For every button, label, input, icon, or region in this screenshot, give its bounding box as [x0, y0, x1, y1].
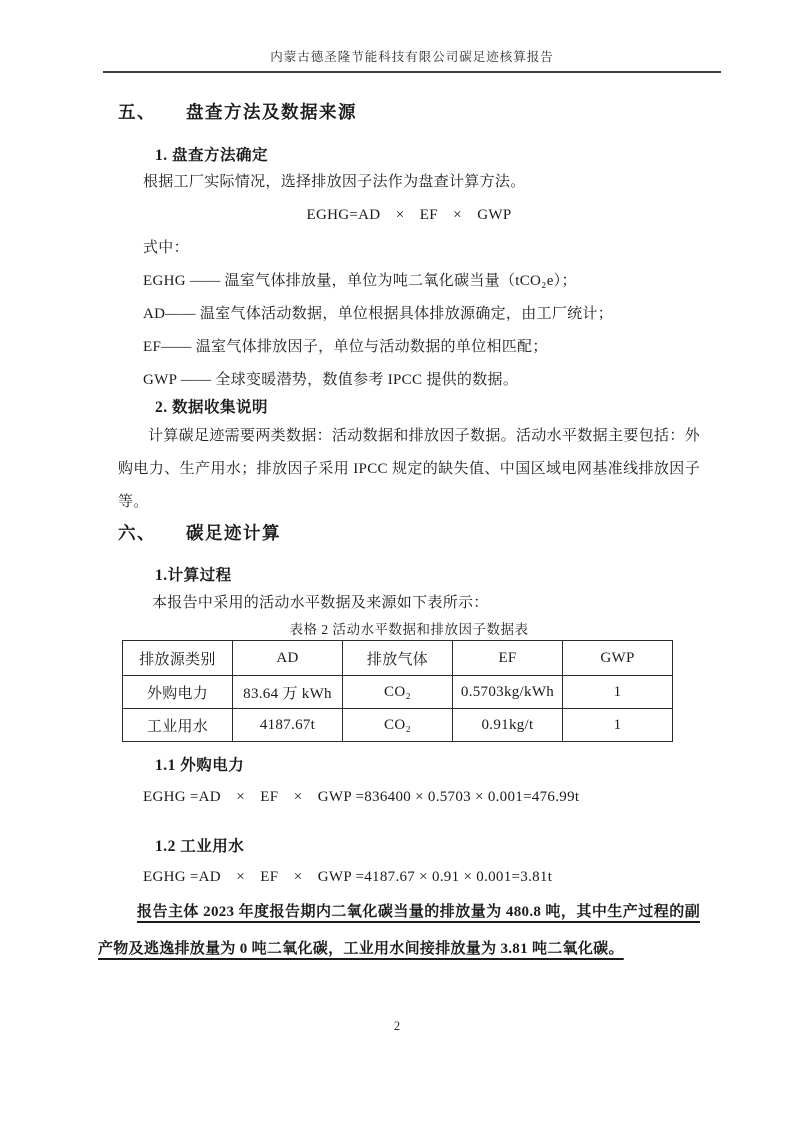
cell-source: 工业用水	[123, 709, 233, 742]
table-header-ef: EF	[453, 641, 563, 676]
method-block	[118, 166, 700, 397]
section-5-title: 盘查方法及数据来源	[186, 102, 357, 122]
paragraph-method: 根据工厂实际情况，选择排放因子法作为盘查计算方法。	[143, 174, 526, 190]
cell-ad: 83.64 万 kWh	[233, 676, 343, 709]
section-5-number: 五、	[118, 102, 156, 122]
section-6-sub1-heading: 1.计算过程	[155, 567, 232, 584]
section-5-sub2-heading: 2. 数据收集说明	[155, 399, 269, 416]
page-header	[103, 50, 721, 73]
formula-water: EGHG =AD × EF × GWP =4187.67 × 0.91 × 0.001=3.81t	[143, 869, 553, 885]
paragraph-table-intro: 本报告中采用的活动水平数据及来源如下表所示：	[152, 595, 489, 611]
cell-gwp: 1	[563, 709, 673, 742]
page-header-title: 内蒙古德圣隆节能科技有限公司碳足迹核算报告	[270, 50, 554, 64]
page-number: 2	[393, 1019, 401, 1033]
table-header-ad: AD	[233, 641, 343, 676]
cell-ef: 0.5703kg/kWh	[453, 676, 563, 709]
table-header-gas: 排放气体	[343, 641, 453, 676]
section-6-sub11-heading: 1.1 外购电力	[155, 757, 245, 774]
section-5-sub1-heading: 1. 盘查方法确定	[155, 147, 269, 164]
cell-ef: 0.91kg/t	[453, 709, 563, 742]
definition-eghg: EGHG —— 温室气体排放量，单位为吨二氧化碳当量（tCO₂e）；	[143, 273, 577, 289]
table-row-water	[123, 709, 673, 742]
cell-ad: 4187.67t	[233, 709, 343, 742]
section-6-number: 六、	[118, 523, 156, 543]
table-row-electricity	[123, 676, 673, 709]
formula-electricity: EGHG =AD × EF × GWP =836400 × 0.5703 × 0.001=476.99t	[143, 789, 580, 805]
activity-data-table	[122, 640, 673, 742]
section-6-title: 碳足迹计算	[186, 523, 281, 543]
conclusion-paragraph: 报告主体 2023 年度报告期内二氧化碳当量的排放量为 480.8 吨，其中生产过程的副产物及逃逸排放量为 0 吨二氧化碳，工业用水间接排放量为 3.81 吨二氧化碳。	[98, 904, 700, 957]
section-6-sub12-heading: 1.2 工业用水	[155, 838, 245, 855]
cell-gwp: 1	[563, 676, 673, 709]
section-5-heading	[118, 100, 700, 125]
table-header-gwp: GWP	[563, 641, 673, 676]
section-6-heading	[118, 521, 700, 546]
table-header-row	[123, 641, 673, 676]
cell-source: 外购电力	[123, 676, 233, 709]
definition-gwp: GWP —— 全球变暖潜势，数值参考 IPCC 提供的数据。	[143, 372, 519, 388]
definition-ad: AD—— 温室气体活动数据，单位根据具体排放源确定，由工厂统计；	[143, 306, 614, 322]
cell-gas: CO₂	[343, 709, 453, 742]
definition-ef: EF—— 温室气体排放因子，单位与活动数据的单位相匹配；	[143, 339, 548, 355]
where-label: 式中：	[143, 240, 189, 256]
table-header-source: 排放源类别	[123, 641, 233, 676]
paragraph-data-collection: 计算碳足迹需要两类数据：活动数据和排放因子数据。活动水平数据主要包括：外购电力、生产用水；排放因子采用 IPCC 规定的缺失值、中国区域电网基准线排放因子等。	[118, 428, 700, 510]
table-caption: 表格 2 活动水平数据和排放因子数据表	[289, 622, 529, 637]
cell-gas: CO₂	[343, 676, 453, 709]
formula-main: EGHG=AD × EF × GWP	[306, 207, 512, 223]
